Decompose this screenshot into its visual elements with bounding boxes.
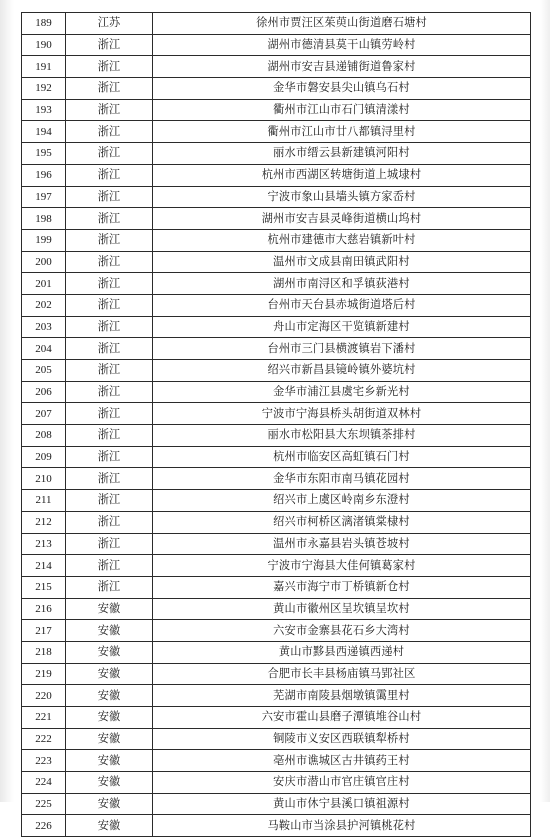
table-row — [22, 620, 531, 642]
row-province: 浙江 — [66, 360, 153, 382]
row-number: 202 — [22, 294, 66, 316]
row-number: 209 — [22, 446, 66, 468]
row-village: 杭州市建德市大慈岩镇新叶村 — [153, 229, 531, 251]
row-village: 衢州市江山市廿八都镇浔里村 — [153, 121, 531, 143]
row-village: 绍兴市柯桥区漓渚镇棠棣村 — [153, 511, 531, 533]
table-row — [22, 381, 531, 403]
table-row — [22, 403, 531, 425]
row-number: 198 — [22, 208, 66, 230]
row-number: 195 — [22, 143, 66, 165]
row-village: 亳州市谯城区古井镇药王村 — [153, 750, 531, 772]
row-province: 安徽 — [66, 641, 153, 663]
row-province: 安徽 — [66, 728, 153, 750]
table-row — [22, 772, 531, 794]
row-province: 浙江 — [66, 34, 153, 56]
row-number: 219 — [22, 663, 66, 685]
row-village: 温州市永嘉县岩头镇苍坡村 — [153, 533, 531, 555]
row-number: 200 — [22, 251, 66, 273]
table-row — [22, 490, 531, 512]
table-row — [22, 229, 531, 251]
row-village: 六安市霍山县磨子潭镇堆谷山村 — [153, 707, 531, 729]
row-number: 212 — [22, 511, 66, 533]
table-row — [22, 728, 531, 750]
table-row — [22, 360, 531, 382]
row-village: 绍兴市上虞区岭南乡东澄村 — [153, 490, 531, 512]
row-province: 浙江 — [66, 78, 153, 100]
row-village: 绍兴市新昌县镜岭镇外婆坑村 — [153, 360, 531, 382]
row-province: 浙江 — [66, 425, 153, 447]
row-number: 203 — [22, 316, 66, 338]
row-province: 浙江 — [66, 229, 153, 251]
row-number: 196 — [22, 164, 66, 186]
row-number: 223 — [22, 750, 66, 772]
row-number: 194 — [22, 121, 66, 143]
row-village: 金华市浦江县虞宅乡新光村 — [153, 381, 531, 403]
row-province: 安徽 — [66, 598, 153, 620]
row-number: 216 — [22, 598, 66, 620]
row-village: 台州市天台县赤城街道塔后村 — [153, 294, 531, 316]
row-village: 杭州市临安区高虹镇石门村 — [153, 446, 531, 468]
row-province: 浙江 — [66, 533, 153, 555]
row-number: 226 — [22, 815, 66, 837]
row-province: 浙江 — [66, 316, 153, 338]
table-row — [22, 56, 531, 78]
row-province: 浙江 — [66, 490, 153, 512]
village-list-table — [21, 12, 531, 837]
table-row — [22, 338, 531, 360]
table-row — [22, 750, 531, 772]
table-row — [22, 316, 531, 338]
row-province: 浙江 — [66, 381, 153, 403]
row-province: 浙江 — [66, 468, 153, 490]
row-village: 徐州市贾汪区茱萸山街道磨石塘村 — [153, 13, 531, 35]
row-number: 189 — [22, 13, 66, 35]
table-row — [22, 143, 531, 165]
row-number: 215 — [22, 576, 66, 598]
row-village: 宁波市宁海县大佳何镇葛家村 — [153, 555, 531, 577]
table-row — [22, 446, 531, 468]
row-number: 214 — [22, 555, 66, 577]
row-province: 安徽 — [66, 685, 153, 707]
row-province: 浙江 — [66, 121, 153, 143]
row-province: 浙江 — [66, 164, 153, 186]
row-province: 浙江 — [66, 576, 153, 598]
row-number: 206 — [22, 381, 66, 403]
table-row — [22, 685, 531, 707]
row-number: 204 — [22, 338, 66, 360]
row-province: 浙江 — [66, 273, 153, 295]
row-village: 湖州市安吉县递铺街道鲁家村 — [153, 56, 531, 78]
row-village: 合肥市长丰县杨庙镇马郢社区 — [153, 663, 531, 685]
row-number: 220 — [22, 685, 66, 707]
table-row — [22, 186, 531, 208]
row-village: 金华市磐安县尖山镇乌石村 — [153, 78, 531, 100]
row-province: 江苏 — [66, 13, 153, 35]
row-province: 安徽 — [66, 772, 153, 794]
row-province: 安徽 — [66, 750, 153, 772]
row-village: 六安市金寨县花石乡大湾村 — [153, 620, 531, 642]
table-body — [22, 13, 531, 837]
row-number: 211 — [22, 490, 66, 512]
table-row — [22, 273, 531, 295]
row-province: 浙江 — [66, 403, 153, 425]
row-province: 安徽 — [66, 793, 153, 815]
row-village: 金华市东阳市南马镇花园村 — [153, 468, 531, 490]
row-village: 宁波市宁海县桥头胡街道双林村 — [153, 403, 531, 425]
table-row — [22, 555, 531, 577]
row-number: 213 — [22, 533, 66, 555]
table-row — [22, 425, 531, 447]
row-province: 浙江 — [66, 294, 153, 316]
row-province: 浙江 — [66, 251, 153, 273]
table-row — [22, 641, 531, 663]
row-province: 浙江 — [66, 555, 153, 577]
row-number: 201 — [22, 273, 66, 295]
row-village: 衢州市江山市石门镇清漾村 — [153, 99, 531, 121]
row-village: 芜湖市南陵县烟墩镇霭里村 — [153, 685, 531, 707]
row-number: 224 — [22, 772, 66, 794]
document-sheet — [21, 12, 531, 837]
row-number: 222 — [22, 728, 66, 750]
row-number: 197 — [22, 186, 66, 208]
row-number: 205 — [22, 360, 66, 382]
table-row — [22, 164, 531, 186]
row-number: 191 — [22, 56, 66, 78]
table-row — [22, 707, 531, 729]
row-village: 嘉兴市海宁市丁桥镇新仓村 — [153, 576, 531, 598]
row-village: 杭州市西湖区转塘街道上城埭村 — [153, 164, 531, 186]
row-village: 黄山市徽州区呈坎镇呈坎村 — [153, 598, 531, 620]
table-row — [22, 121, 531, 143]
row-village: 宁波市象山县墙头镇方家岙村 — [153, 186, 531, 208]
row-number: 225 — [22, 793, 66, 815]
table-row — [22, 468, 531, 490]
row-village: 黄山市休宁县溪口镇祖源村 — [153, 793, 531, 815]
page-edge-shadow-right — [540, 0, 550, 802]
row-number: 208 — [22, 425, 66, 447]
row-number: 207 — [22, 403, 66, 425]
row-village: 丽水市松阳县大东坝镇茶排村 — [153, 425, 531, 447]
row-village: 黄山市黟县西递镇西递村 — [153, 641, 531, 663]
row-number: 218 — [22, 641, 66, 663]
row-number: 193 — [22, 99, 66, 121]
table-row — [22, 815, 531, 837]
row-province: 浙江 — [66, 338, 153, 360]
row-province: 浙江 — [66, 56, 153, 78]
table-row — [22, 533, 531, 555]
table-row — [22, 793, 531, 815]
row-province: 浙江 — [66, 99, 153, 121]
table-row — [22, 511, 531, 533]
row-number: 192 — [22, 78, 66, 100]
row-village: 舟山市定海区干览镇新建村 — [153, 316, 531, 338]
table-row — [22, 598, 531, 620]
table-row — [22, 99, 531, 121]
row-village: 温州市文成县南田镇武阳村 — [153, 251, 531, 273]
row-village: 台州市三门县横渡镇岩下潘村 — [153, 338, 531, 360]
table-row — [22, 576, 531, 598]
table-row — [22, 294, 531, 316]
row-province: 浙江 — [66, 446, 153, 468]
table-row — [22, 208, 531, 230]
table-row — [22, 251, 531, 273]
row-number: 199 — [22, 229, 66, 251]
row-village: 湖州市安吉县灵峰街道横山坞村 — [153, 208, 531, 230]
row-village: 丽水市缙云县新建镇河阳村 — [153, 143, 531, 165]
table-row — [22, 34, 531, 56]
row-number: 217 — [22, 620, 66, 642]
row-province: 安徽 — [66, 620, 153, 642]
row-village: 铜陵市义安区西联镇犁桥村 — [153, 728, 531, 750]
row-village: 湖州市南浔区和孚镇荻港村 — [153, 273, 531, 295]
row-province: 安徽 — [66, 815, 153, 837]
row-village: 马鞍山市当涂县护河镇桃花村 — [153, 815, 531, 837]
row-province: 浙江 — [66, 208, 153, 230]
row-number: 210 — [22, 468, 66, 490]
row-village: 安庆市潜山市官庄镇官庄村 — [153, 772, 531, 794]
table-row — [22, 78, 531, 100]
row-province: 浙江 — [66, 511, 153, 533]
row-province: 浙江 — [66, 186, 153, 208]
row-number: 221 — [22, 707, 66, 729]
table-row — [22, 13, 531, 35]
row-number: 190 — [22, 34, 66, 56]
table-row — [22, 663, 531, 685]
row-province: 浙江 — [66, 143, 153, 165]
row-village: 湖州市德清县莫干山镇劳岭村 — [153, 34, 531, 56]
row-province: 安徽 — [66, 707, 153, 729]
page-edge-shadow-left — [0, 0, 14, 802]
row-province: 安徽 — [66, 663, 153, 685]
